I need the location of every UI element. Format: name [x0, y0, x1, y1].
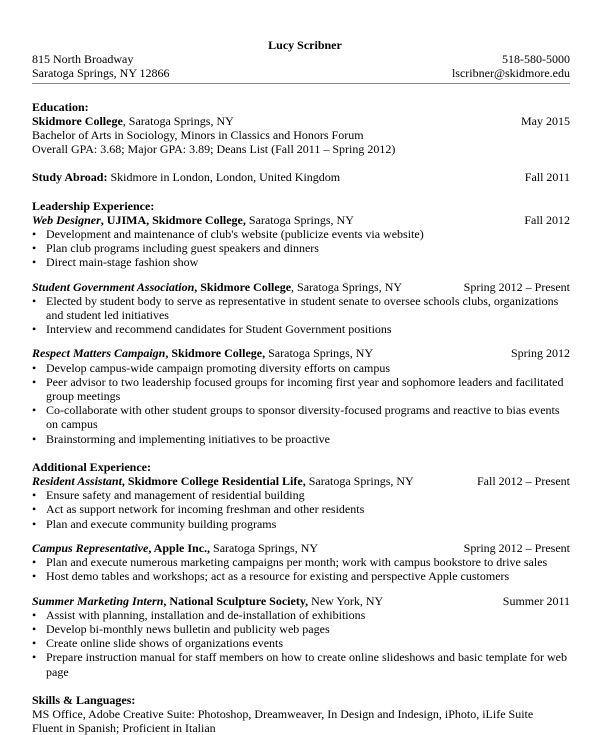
gpa-line: Overall GPA: 3.68; Major GPA: 3.89; Deans List (Fall 2011 – Spring 2012)	[32, 142, 396, 157]
entry-role: Campus Representative	[32, 540, 149, 555]
experience-entry	[32, 474, 570, 531]
education-section	[32, 100, 570, 157]
street-address: 815 North Broadway	[32, 52, 134, 67]
entry-title	[32, 594, 383, 608]
entry-location: New York, NY	[308, 593, 384, 608]
entry-role: Student Government Association	[32, 279, 195, 294]
entry-location: Saratoga Springs, NY	[265, 346, 374, 361]
entry-location: , Saratoga Springs, NY	[291, 279, 403, 294]
entry-role: Resident Assistant	[32, 474, 122, 489]
entry-date: Summer 2011	[502, 593, 570, 608]
entry-title	[32, 541, 318, 555]
bullet-item: • Prepare instruction manual for staff members on how to create online slideshows and basic template for web page	[32, 650, 570, 678]
bullet-item: • Interview and recommend candidates for Student Government positions	[32, 322, 570, 336]
header-row-1	[32, 52, 570, 66]
entry-role: Respect Matters Campaign	[32, 346, 166, 361]
entry-header-row	[32, 541, 570, 555]
education-heading: Education:	[32, 99, 89, 114]
experience-entry	[32, 280, 570, 337]
skills-line: MS Office, Adobe Creative Suite: Photoshop, Dreamweaver, In Design and Indesign, iPhoto, iLife Suite	[32, 706, 534, 721]
entry-title	[32, 213, 354, 227]
entry-bullet-list	[32, 555, 570, 583]
bullet-item: • Direct main-stage fashion show	[32, 255, 570, 269]
entry-header-row	[32, 594, 570, 608]
bullet-item: • Plan and execute community building programs	[32, 517, 570, 531]
entry-bullet-list	[32, 227, 570, 270]
entry-date: Spring 2012	[510, 346, 570, 361]
leadership-section	[32, 199, 570, 446]
languages-line: Fluent in Spanish; Proficient in Italian	[32, 721, 216, 735]
header-row-2	[32, 66, 570, 80]
bullet-item: • Act as support network for incoming freshman and other residents	[32, 502, 570, 516]
entry-role: Web Designer	[32, 212, 101, 227]
city-address: Saratoga Springs, NY 12866	[32, 66, 170, 81]
study-abroad-row	[32, 170, 570, 184]
resume-header	[32, 38, 570, 84]
bullet-item: • Co-collaborate with other student groups to sponsor diversity-focused programs and reactive to bias events on campus	[32, 403, 570, 431]
phone-number: 518-580-5000	[502, 52, 570, 67]
entry-organization: , Skidmore College Residential Life,	[121, 474, 306, 489]
bullet-item: • Assist with planning, installation and de-installation of exhibitions	[32, 608, 570, 622]
experience-entry	[32, 213, 570, 270]
bullet-item: • Create online slide shows of organizations events	[32, 636, 570, 650]
entry-bullet-list	[32, 294, 570, 337]
entry-date: Fall 2012	[524, 212, 570, 227]
entry-title	[32, 280, 402, 294]
study-abroad-date: Fall 2011	[524, 170, 570, 185]
entry-header-row	[32, 474, 570, 488]
email-address: lscribner@skidmore.edu	[451, 66, 570, 81]
leadership-entries	[32, 213, 570, 446]
graduation-date: May 2015	[521, 113, 570, 128]
bullet-item: • Develop campus-wide campaign promoting diversity efforts on campus	[32, 361, 570, 375]
school-name: Skidmore College	[32, 113, 123, 128]
bullet-item: • Develop bi-monthly news bulletin and publicity web pages	[32, 622, 570, 636]
entry-role: Summer Marketing Intern	[32, 593, 164, 608]
degree-line: Bachelor of Arts in Sociology, Minors in Classics and Honors Forum	[32, 128, 364, 143]
entry-header-row	[32, 213, 570, 227]
bullet-item: • Brainstorming and implementing initiatives to be proactive	[32, 432, 570, 446]
additional-section	[32, 460, 570, 679]
experience-entry	[32, 346, 570, 445]
additional-entries	[32, 474, 570, 679]
entry-bullet-list	[32, 488, 570, 531]
leadership-heading: Leadership Experience:	[32, 198, 155, 213]
bullet-item: • Peer advisor to two leadership focused groups for incoming first year and sophomore leaders and facilitated group meetings	[32, 375, 570, 403]
entry-header-row	[32, 346, 570, 360]
entry-organization: , Skidmore College	[194, 279, 292, 294]
entry-date: Spring 2012 – Present	[463, 279, 570, 294]
study-abroad-section	[32, 170, 570, 184]
bullet-item: • Plan and execute numerous marketing campaigns per month; work with campus bookstore to drive sales	[32, 555, 570, 569]
entry-header-row	[32, 280, 570, 294]
entry-bullet-list	[32, 608, 570, 679]
entry-location: Saratoga Springs, NY	[245, 212, 354, 227]
experience-entry	[32, 541, 570, 584]
entry-location: Saratoga Springs, NY	[210, 540, 319, 555]
entry-date: Spring 2012 – Present	[463, 540, 570, 555]
entry-bullet-list	[32, 361, 570, 446]
additional-heading: Additional Experience:	[32, 459, 151, 474]
entry-location: Saratoga Springs, NY	[305, 474, 414, 489]
bullet-item: • Plan club programs including guest speakers and dinners	[32, 241, 570, 255]
bullet-item: • Ensure safety and management of residential building	[32, 488, 570, 502]
entry-date: Fall 2012 – Present	[477, 474, 570, 489]
bullet-item: • Development and maintenance of club's website (publicize events via website)	[32, 227, 570, 241]
header-divider	[32, 83, 570, 84]
study-abroad-text: Skidmore in London, London, United Kingdom	[107, 170, 341, 185]
entry-organization: , Skidmore College,	[165, 346, 266, 361]
entry-organization: , UJIMA, Skidmore College,	[100, 212, 246, 227]
applicant-name: Lucy Scribner	[268, 38, 342, 52]
study-abroad-heading: Study Abroad:	[32, 170, 108, 185]
skills-heading: Skills & Languages:	[32, 692, 136, 707]
bullet-item: • Host demo tables and workshops; act as a resource for existing and perspective Apple customers	[32, 569, 570, 583]
education-school-row	[32, 114, 570, 128]
school-location: , Saratoga Springs, NY	[122, 113, 234, 128]
entry-organization: , National Sculpture Society,	[163, 593, 309, 608]
bullet-item: • Elected by student body to serve as representative in student senate to oversee schools clubs, organizations and student led initiatives	[32, 294, 570, 322]
entry-title	[32, 474, 414, 488]
skills-section	[32, 693, 570, 735]
entry-title	[32, 346, 373, 360]
entry-organization: , Apple Inc.,	[148, 540, 211, 555]
experience-entry	[32, 594, 570, 679]
